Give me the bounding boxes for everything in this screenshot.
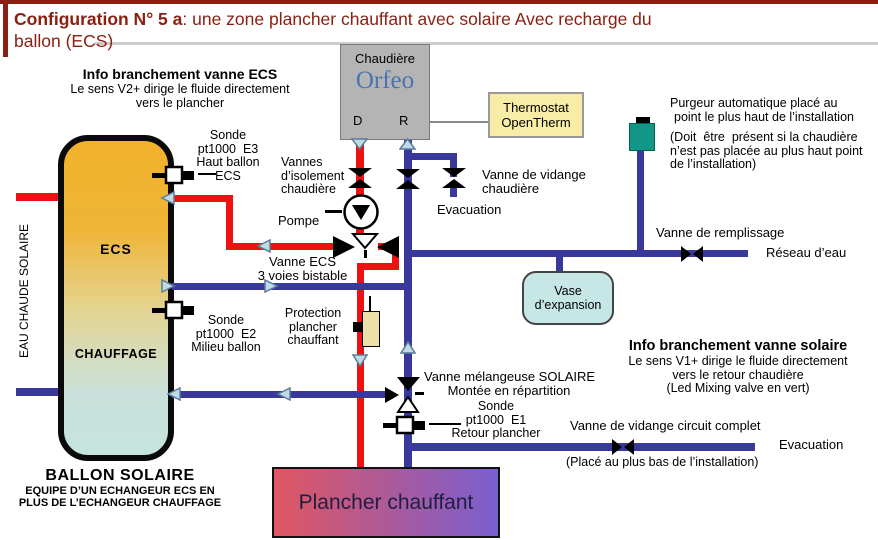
- thermostat-wire: [430, 121, 488, 123]
- isolation-valves-label: Vannes d’isolement chaudière: [281, 155, 345, 196]
- flow-arrow-down-icon: [352, 354, 368, 367]
- pipe-full-drain: [412, 443, 755, 451]
- fill-valve-icon: [681, 246, 703, 262]
- boiler-drain-valve-label: Vanne de vidange chaudière: [482, 167, 586, 196]
- pipe-drain-branch-h: [408, 153, 456, 160]
- page-border-left: [3, 4, 8, 57]
- boiler-box: [340, 44, 430, 140]
- thermostat-line1: Thermostat: [503, 100, 569, 115]
- floor-protection-device: [362, 311, 380, 347]
- flow-arrow-left-icon: [276, 387, 291, 401]
- probe-e1-icon: [383, 415, 429, 435]
- air-vent-body: [629, 123, 655, 151]
- floor-heating-box: [272, 467, 500, 538]
- flow-arrow-left-icon: [256, 239, 271, 253]
- floor-heating-label: Plancher chauffant: [298, 490, 474, 514]
- title-text: : une zone plancher chauffant avec solaire Avec recharge du: [182, 9, 652, 29]
- pump-pointer-line: [325, 210, 342, 213]
- floor-protection-connector: [353, 322, 363, 332]
- boiler-label: Chaudière: [355, 51, 415, 66]
- page-border-top: [0, 0, 878, 4]
- boiler-drain-valve-icon: [442, 168, 466, 188]
- pipe-tank-hot-out-v: [226, 195, 233, 250]
- full-drain-valve-icon: [612, 439, 634, 455]
- full-drain-valve-label: Vanne de vidange circuit complet: [570, 418, 761, 433]
- ecs-valve-label: Vanne ECS 3 voies bistable: [257, 254, 348, 283]
- info-solaire-note: Info branchement vanne solaire Le sens V1+ dirige le fluide directement vers le retour chaudière (Led Mixing valve en vert): [610, 338, 866, 396]
- check-valve-return-icon: [399, 138, 416, 150]
- boiler-out-label: D: [353, 113, 363, 128]
- boiler-isolation-valve-icon: [348, 168, 372, 188]
- pipe-solar-hot-stub: [16, 193, 58, 201]
- air-vent-note: Purgeur automatique placé au point le plus haut de l’installation (Doit être présent si la chaudière n’est pas placée au plus haut point de l’installation): [670, 96, 863, 171]
- tank-caption: BALLON SOLAIRE EQUIPE D’UN ECHANGEUR ECS EN PLUS DE L’ECHANGEUR CHAUFFAGE: [0, 466, 240, 509]
- info-ecs-line1: Le sens V2+ dirige le fluide directement: [70, 82, 290, 96]
- vase-line1: Vase: [554, 284, 582, 298]
- check-valve-flow-icon: [351, 138, 368, 150]
- page-title: [14, 8, 864, 52]
- probe-e3-label: Sonde pt1000 E3 Haut ballon ECS: [196, 128, 260, 183]
- tank-title: BALLON SOLAIRE: [45, 467, 195, 484]
- return-isolation-valve-icon: [396, 169, 420, 189]
- pipe-hot-to-valve: [226, 243, 336, 250]
- pump-icon: [341, 192, 381, 232]
- pipe-tank-mid: [172, 283, 412, 290]
- boiler-brand: Orfeo: [355, 67, 415, 94]
- probe-e1-label: Sonde pt1000 E1 Retour plancher: [451, 399, 541, 440]
- tank-chauffage-label: CHAUFFAGE: [74, 347, 158, 361]
- tank-ecs-label: ECS: [100, 241, 132, 257]
- boiler-return-label: R: [399, 113, 409, 128]
- info-ecs-note: [50, 66, 310, 110]
- vase-line2: d’expansion: [534, 298, 602, 312]
- flow-arrow-left-icon: [166, 387, 181, 401]
- pipe-tank-hot-out-h: [172, 195, 232, 202]
- fill-valve-label: Vanne de remplissage: [656, 225, 785, 240]
- pipe-bend-h: [361, 263, 399, 270]
- thermostat-box: [488, 92, 584, 138]
- info-ecs-line2: vers le plancher: [135, 95, 225, 110]
- info-solaire-heading: Info branchement vanne solaire: [628, 338, 848, 354]
- floor-protection-wire: [369, 296, 371, 312]
- full-drain-note: (Placé au plus bas de l’installation): [566, 455, 759, 469]
- solar-mixing-valve-label: Vanne mélangeuse SOLAIRE Montée en répartition: [424, 369, 596, 398]
- water-network-label: Réseau d’eau: [766, 245, 847, 260]
- tank-side-label: EAU CHAUDE SOLAIRE: [17, 223, 31, 359]
- title-config-number: Configuration N° 5 a: [14, 9, 183, 29]
- probe-e2-label: Sonde pt1000 E2 Milieu ballon: [191, 313, 261, 354]
- pump-label: Pompe: [278, 213, 320, 228]
- info-ecs-heading: Info branchement vanne ECS: [82, 66, 278, 82]
- evacuation-top-label: Evacuation: [437, 202, 502, 217]
- evacuation-bottom-label: Evacuation: [779, 437, 844, 452]
- floor-protection-label: Protection plancher chauffant: [284, 306, 342, 347]
- flow-arrow-left-icon: [160, 191, 175, 205]
- flow-arrow-up-icon: [400, 341, 416, 354]
- pipe-solar-cold-stub: [16, 388, 58, 396]
- expansion-vessel: [522, 271, 614, 325]
- flow-arrow-right-icon: [161, 279, 176, 293]
- title-line2: ballon (ECS): [14, 31, 114, 51]
- thermostat-line2: OpenTherm: [501, 115, 571, 130]
- pipe-purgeur: [637, 148, 644, 254]
